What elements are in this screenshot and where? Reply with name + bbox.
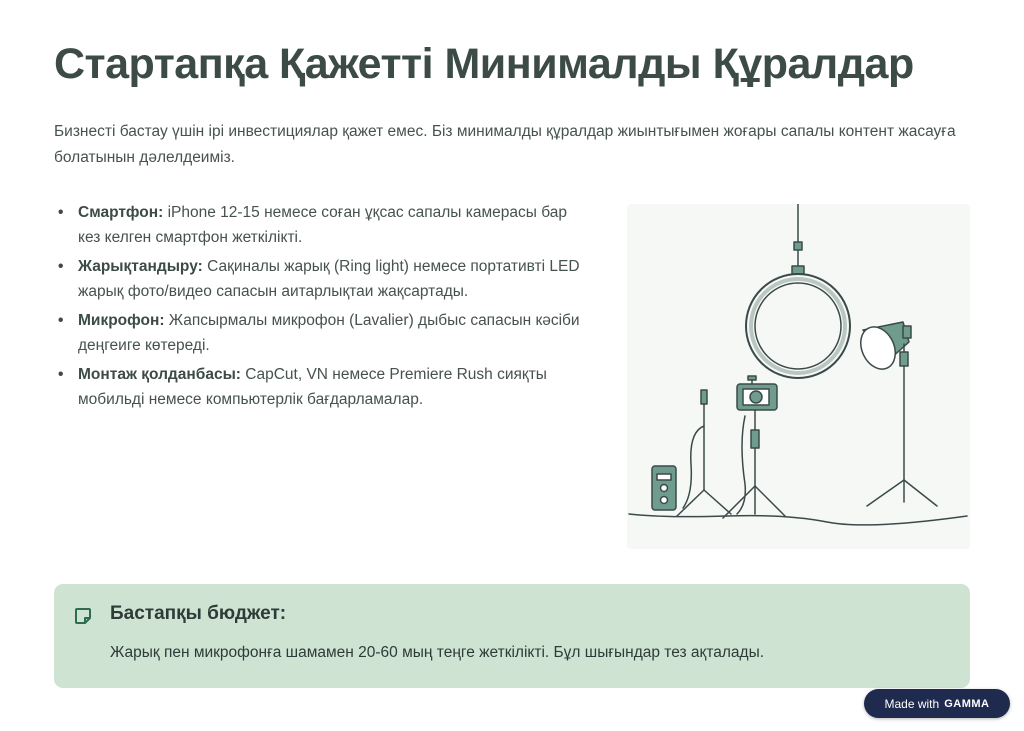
equipment-list [58, 200, 593, 416]
item-label: Монтаж қолданбасы: [78, 366, 241, 383]
bullet-icon: • [58, 258, 64, 275]
item-text: Сақиналы жарық (Ring light) немесе портативті LED жарық фото/видео сапасын аитарлықтаи жақсартады. [78, 258, 580, 300]
bullet-icon: • [58, 312, 64, 329]
badge-made-label: Made with [884, 696, 940, 711]
item-label: Смартфон: [78, 204, 164, 221]
bullet-icon: • [58, 366, 64, 383]
budget-callout [54, 584, 970, 688]
list-item-lighting [58, 254, 593, 304]
item-text: CapCut, VN немесе Premiere Rush сияқты мобильді немесе компьютерлік бағдарламалар. [78, 366, 547, 408]
item-text: Жапсырмалы микрофон (Lavalier) дыбыс сапасын кәсіби деңгеиге көтереді. [78, 312, 580, 354]
equipment-illustration [627, 204, 970, 549]
made-with-gamma-badge[interactable] [864, 689, 1010, 718]
badge-brand-label: GAMMA [944, 697, 990, 710]
bullet-icon: • [58, 204, 64, 221]
item-label: Жарықтандыру: [78, 258, 203, 275]
note-icon [73, 606, 93, 626]
page-title: Стартапқа Қажетті Минималды Құралдар [54, 40, 914, 88]
equipment-illustration-svg [627, 204, 970, 549]
list-item-smartphone [58, 200, 593, 250]
list-item-editing-app [58, 362, 593, 412]
item-text: iPhone 12-15 немесе соған ұқсас сапалы камерасы бар кез келген смартфон жеткілікті. [78, 204, 567, 246]
item-label: Микрофон: [78, 312, 165, 329]
callout-heading: Бастапқы бюджет: [110, 603, 287, 624]
callout-body: Жарық пен микрофонға шамамен 20-60 мың теңге жеткілікті. Бұл шығындар тез ақталады. [110, 644, 765, 661]
list-item-microphone [58, 308, 593, 358]
intro-paragraph: Бизнесті бастау үшін ірі инвестициялар қажет емес. Біз минималды құралдар жиынтығымен жоғары сапалы контент жасауға болатынын дәлелдеиміз. [54, 123, 956, 166]
